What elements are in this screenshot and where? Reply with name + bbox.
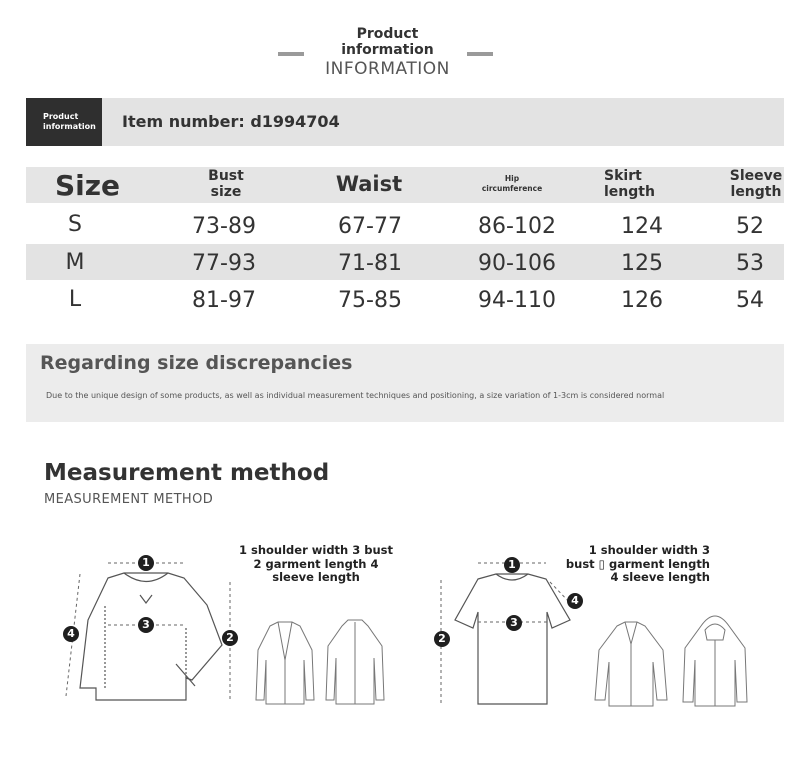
cell-size: M [65, 250, 85, 275]
cell-waist: 67-77 [338, 214, 402, 239]
col-header-waist: Waist [335, 172, 403, 196]
col-header-hip-line2: circumference [481, 184, 543, 193]
marker-1: 1 [504, 557, 520, 573]
item-number: Item number: d1994704 [122, 112, 340, 131]
col-header-sleeve-line1: Sleeve [729, 168, 783, 184]
cell-skirt: 126 [621, 288, 663, 313]
shirt-sketch [585, 620, 675, 710]
marker-1: 1 [138, 555, 154, 571]
marker-3: 3 [506, 615, 522, 631]
cell-waist: 75-85 [338, 288, 402, 313]
col-header-bust-line2: size [210, 184, 242, 200]
col-header-hip-line1: Hip [504, 174, 520, 183]
col-header-skirt-line1: Skirt [604, 168, 642, 184]
item-badge-line1: Product [43, 112, 79, 121]
col-header-sleeve-line2: length [730, 184, 782, 200]
page-subtitle: INFORMATION [325, 59, 450, 79]
cell-size: L [68, 287, 82, 312]
measurement-title: Measurement method [44, 460, 330, 486]
cell-hip: 94-110 [478, 288, 556, 313]
cell-size: S [68, 212, 82, 237]
page-title-line1: Product [356, 26, 419, 42]
cell-bust: 73-89 [192, 214, 256, 239]
marker-2: 2 [222, 630, 238, 646]
cell-waist: 71-81 [338, 251, 402, 276]
item-badge-line2: information [43, 122, 96, 131]
cell-sleeve: 52 [736, 214, 764, 239]
page-title-line2: information [341, 42, 434, 58]
jacket-sketch [320, 618, 390, 708]
cell-skirt: 124 [621, 214, 663, 239]
left-legend-line2: 2 garment length 4 [253, 556, 379, 571]
hoodie-sketch [675, 610, 755, 710]
col-header-bust-line1: Bust [208, 168, 244, 184]
right-legend-line2: bust ▯ garment length [565, 556, 710, 571]
cell-bust: 77-93 [192, 251, 256, 276]
right-legend-line1: 1 shoulder width 3 [588, 543, 710, 557]
col-header-size: Size [54, 169, 121, 202]
cell-sleeve: 53 [736, 251, 764, 276]
right-legend-line3: 4 sleeve length [610, 570, 710, 584]
cell-bust: 81-97 [192, 288, 256, 313]
left-legend-line3: sleeve length [272, 570, 360, 584]
marker-3: 3 [138, 617, 154, 633]
discrepancy-title: Regarding size discrepancies [40, 352, 353, 374]
left-legend-line1: 1 shoulder width 3 bust [238, 543, 394, 557]
col-header-skirt-line2: length [604, 184, 655, 200]
marker-2: 2 [434, 631, 450, 647]
measurement-subtitle: MEASUREMENT METHOD [44, 492, 214, 507]
marker-4: 4 [63, 626, 79, 642]
cell-hip: 86-102 [478, 214, 556, 239]
cell-hip: 90-106 [478, 251, 556, 276]
blazer-sketch [250, 620, 320, 710]
discrepancy-text: Due to the unique design of some products, as well as individual measurement techniques and positioning, a size variation of 1-3cm is considered normal [46, 391, 665, 400]
cell-sleeve: 54 [736, 288, 764, 313]
cell-skirt: 125 [621, 251, 663, 276]
marker-4: 4 [567, 593, 583, 609]
